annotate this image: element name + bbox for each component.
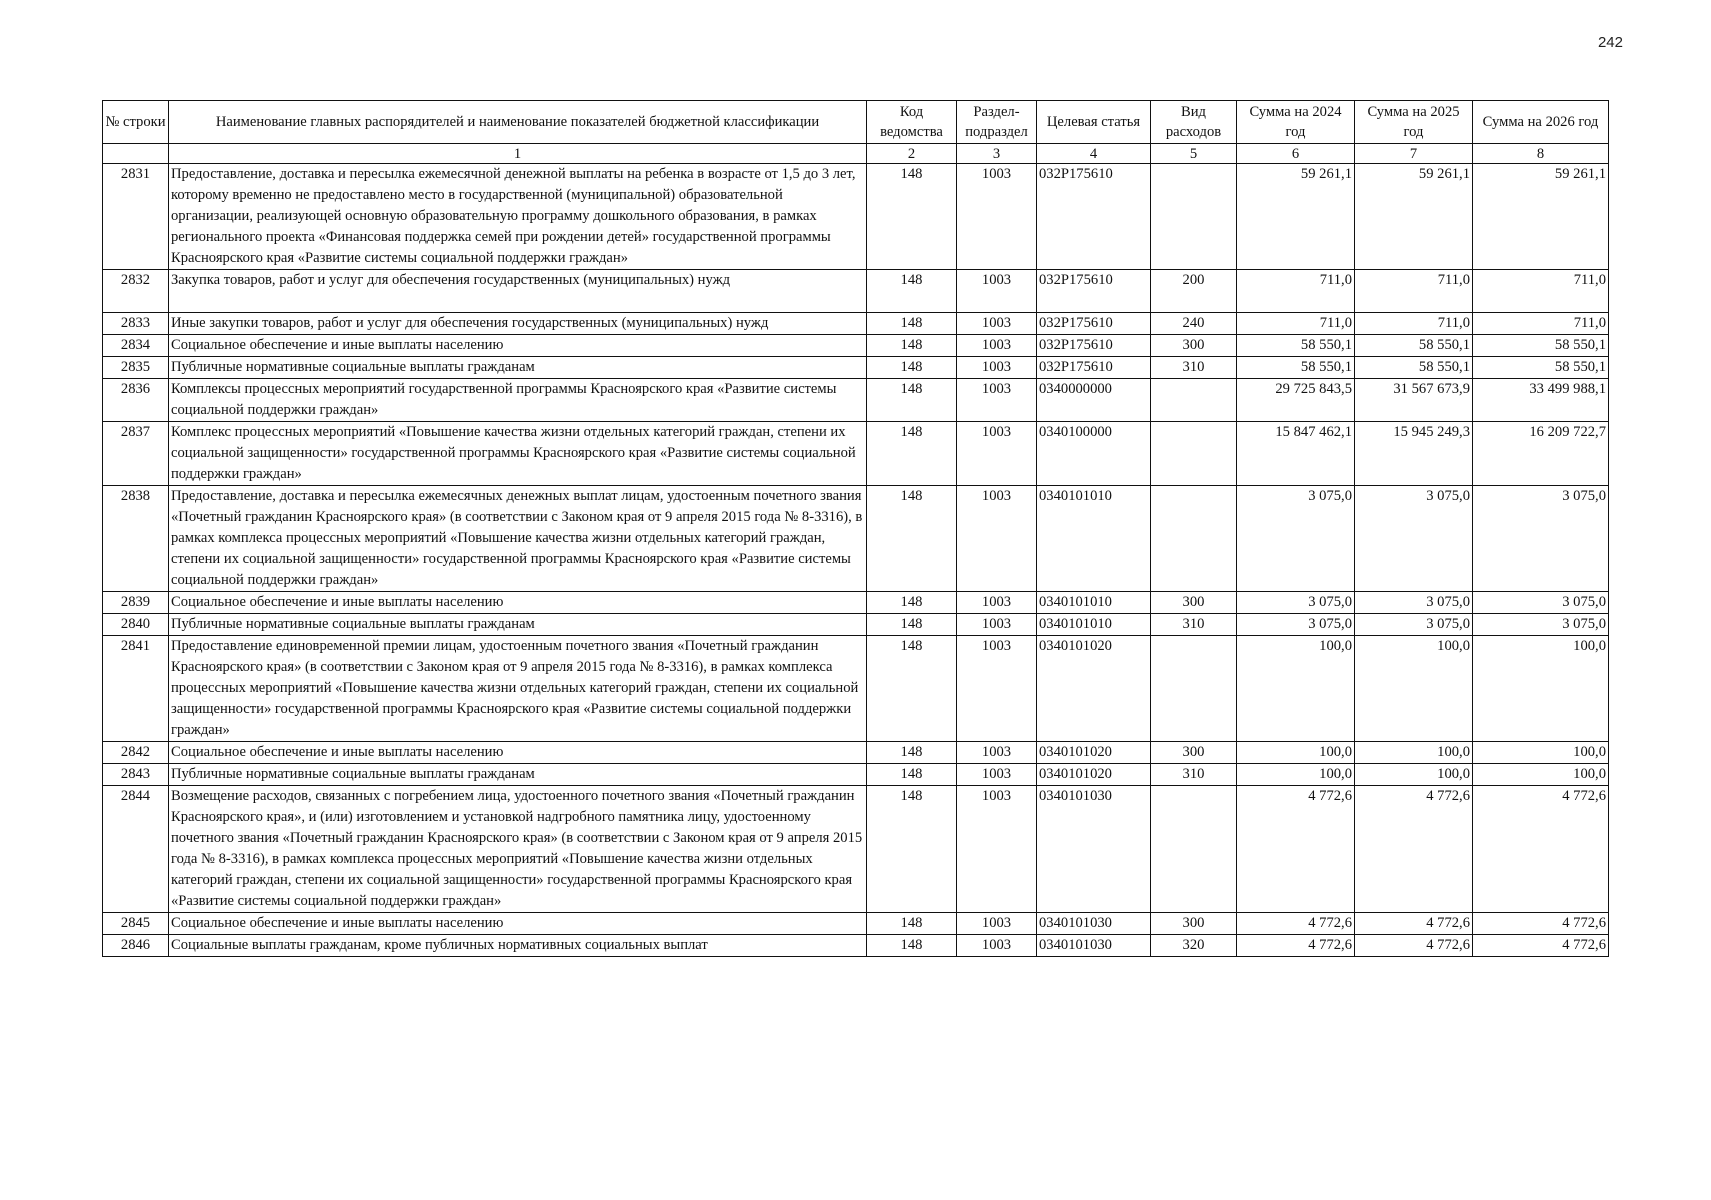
cell-section: 1003 — [957, 636, 1037, 742]
cell-dept-code: 148 — [867, 786, 957, 913]
cell-target: 032Р175610 — [1037, 164, 1151, 270]
table-row — [103, 379, 1609, 422]
cell-name: Комплекс процессных мероприятий «Повышение качества жизни отдельных категорий граждан, степени их социальной защищенности» государственной программы Красноярского края «Развитие системы социальной поддержки граждан» — [169, 422, 867, 486]
cell-sum-2024: 100,0 — [1237, 764, 1355, 786]
cell-target: 032Р175610 — [1037, 357, 1151, 379]
cell-sum-2026: 33 499 988,1 — [1473, 379, 1609, 422]
cell-exp-type: 240 — [1151, 313, 1237, 335]
table-row — [103, 357, 1609, 379]
header-target: Целевая статья — [1037, 101, 1151, 144]
cell-sum-2025: 4 772,6 — [1355, 913, 1473, 935]
cell-sum-2024: 3 075,0 — [1237, 486, 1355, 592]
cell-sum-2024: 59 261,1 — [1237, 164, 1355, 270]
cell-dept-code: 148 — [867, 486, 957, 592]
cell-sum-2026: 3 075,0 — [1473, 486, 1609, 592]
cell-name: Социальные выплаты гражданам, кроме публичных нормативных социальных выплат — [169, 935, 867, 957]
cell-name: Предоставление единовременной премии лицам, удостоенным почетного звания «Почетный гражданин Красноярского края» (в соответствии с Законом края от 9 апреля 2015 года № 8-3316), в рамках комплекса процессных мероприятий «Повышение качества жизни отдельных категорий граждан, степени их социальной защищенности» государственной программы Красноярского края «Развитие системы социальной поддержки граждан» — [169, 636, 867, 742]
cell-dept-code: 148 — [867, 270, 957, 313]
cell-name: Предоставление, доставка и пересылка ежемесячной денежной выплаты на ребенка в возрасте от 1,5 до 3 лет, которому временно не предоставлено место в государственной (муниципальной) образовательной организации, реализующей основную образовательную программу дошкольного образования, в рамках регионального проекта «Финансовая поддержка семей при рождении детей» государственной программы Красноярского края «Развитие системы социальной поддержки граждан» — [169, 164, 867, 270]
cell-sum-2024: 711,0 — [1237, 313, 1355, 335]
cell-sum-2026: 100,0 — [1473, 636, 1609, 742]
table-row — [103, 913, 1609, 935]
cell-exp-type: 300 — [1151, 335, 1237, 357]
cell-sum-2024: 100,0 — [1237, 636, 1355, 742]
table-row — [103, 164, 1609, 270]
cell-dept-code: 148 — [867, 592, 957, 614]
cell-sum-2024: 15 847 462,1 — [1237, 422, 1355, 486]
cell-row-no: 2845 — [103, 913, 169, 935]
cell-sum-2025: 4 772,6 — [1355, 935, 1473, 957]
cell-target: 032Р175610 — [1037, 313, 1151, 335]
cell-dept-code: 148 — [867, 335, 957, 357]
cell-exp-type — [1151, 422, 1237, 486]
cell-target: 0340101010 — [1037, 614, 1151, 636]
cell-name: Возмещение расходов, связанных с погребением лица, удостоенного почетного звания «Почетный гражданин Красноярского края», и (или) изготовлением и установкой надгробного памятника лицу, удостоенному почетного звания «Почетный гражданин Красноярского края» (в соответствии с Законом края от 9 апреля 2015 года № 8-3316), в рамках комплекса процессных мероприятий «Повышение качества жизни отдельных категорий граждан, степени их социальной защищенности» государственной программы Красноярского края «Развитие системы социальной поддержки граждан» — [169, 786, 867, 913]
table-row — [103, 422, 1609, 486]
table-row — [103, 592, 1609, 614]
cell-sum-2025: 711,0 — [1355, 270, 1473, 313]
cell-section: 1003 — [957, 379, 1037, 422]
column-number: 8 — [1473, 144, 1609, 164]
cell-target: 0340101030 — [1037, 786, 1151, 913]
column-number: 7 — [1355, 144, 1473, 164]
cell-section: 1003 — [957, 422, 1037, 486]
cell-dept-code: 148 — [867, 422, 957, 486]
cell-exp-type: 300 — [1151, 592, 1237, 614]
header-row-no: № строки — [103, 101, 169, 144]
cell-sum-2025: 59 261,1 — [1355, 164, 1473, 270]
cell-dept-code: 148 — [867, 764, 957, 786]
column-number: 3 — [957, 144, 1037, 164]
cell-sum-2026: 100,0 — [1473, 764, 1609, 786]
cell-sum-2025: 4 772,6 — [1355, 786, 1473, 913]
cell-exp-type: 310 — [1151, 764, 1237, 786]
cell-row-no: 2836 — [103, 379, 169, 422]
cell-row-no: 2843 — [103, 764, 169, 786]
cell-name: Публичные нормативные социальные выплаты гражданам — [169, 614, 867, 636]
cell-sum-2026: 711,0 — [1473, 270, 1609, 313]
column-number-row — [103, 144, 1609, 164]
cell-row-no: 2835 — [103, 357, 169, 379]
cell-sum-2024: 58 550,1 — [1237, 357, 1355, 379]
cell-target: 0340101030 — [1037, 913, 1151, 935]
table-row — [103, 786, 1609, 913]
cell-sum-2025: 3 075,0 — [1355, 614, 1473, 636]
cell-sum-2025: 31 567 673,9 — [1355, 379, 1473, 422]
cell-target: 0340101010 — [1037, 486, 1151, 592]
header-sum-2026: Сумма на 2026 год — [1473, 101, 1609, 144]
cell-name: Публичные нормативные социальные выплаты гражданам — [169, 357, 867, 379]
cell-section: 1003 — [957, 357, 1037, 379]
table-row — [103, 636, 1609, 742]
cell-sum-2026: 58 550,1 — [1473, 335, 1609, 357]
cell-dept-code: 148 — [867, 742, 957, 764]
cell-section: 1003 — [957, 335, 1037, 357]
cell-target: 0340000000 — [1037, 379, 1151, 422]
cell-sum-2026: 100,0 — [1473, 742, 1609, 764]
cell-section: 1003 — [957, 935, 1037, 957]
table-row — [103, 335, 1609, 357]
budget-table — [102, 100, 1609, 957]
cell-row-no: 2838 — [103, 486, 169, 592]
cell-sum-2025: 100,0 — [1355, 764, 1473, 786]
cell-sum-2026: 3 075,0 — [1473, 592, 1609, 614]
cell-target: 0340101020 — [1037, 742, 1151, 764]
column-number: 4 — [1037, 144, 1151, 164]
cell-exp-type: 310 — [1151, 357, 1237, 379]
cell-name: Социальное обеспечение и иные выплаты населению — [169, 592, 867, 614]
cell-section: 1003 — [957, 764, 1037, 786]
cell-name: Публичные нормативные социальные выплаты гражданам — [169, 764, 867, 786]
cell-section: 1003 — [957, 592, 1037, 614]
cell-section: 1003 — [957, 164, 1037, 270]
cell-name: Социальное обеспечение и иные выплаты населению — [169, 913, 867, 935]
cell-sum-2025: 711,0 — [1355, 313, 1473, 335]
cell-dept-code: 148 — [867, 636, 957, 742]
column-number — [103, 144, 169, 164]
cell-section: 1003 — [957, 486, 1037, 592]
cell-dept-code: 148 — [867, 357, 957, 379]
cell-target: 0340101030 — [1037, 935, 1151, 957]
cell-target: 032Р175610 — [1037, 335, 1151, 357]
cell-sum-2026: 16 209 722,7 — [1473, 422, 1609, 486]
cell-sum-2024: 4 772,6 — [1237, 786, 1355, 913]
cell-sum-2024: 58 550,1 — [1237, 335, 1355, 357]
header-name: Наименование главных распорядителей и наименование показателей бюджетной классификации — [169, 101, 867, 144]
cell-section: 1003 — [957, 742, 1037, 764]
cell-target: 0340101020 — [1037, 636, 1151, 742]
column-number: 5 — [1151, 144, 1237, 164]
cell-exp-type — [1151, 486, 1237, 592]
cell-sum-2026: 711,0 — [1473, 313, 1609, 335]
cell-sum-2026: 59 261,1 — [1473, 164, 1609, 270]
cell-row-no: 2839 — [103, 592, 169, 614]
column-number: 1 — [169, 144, 867, 164]
column-number: 6 — [1237, 144, 1355, 164]
cell-target: 032Р175610 — [1037, 270, 1151, 313]
column-number: 2 — [867, 144, 957, 164]
table-row — [103, 742, 1609, 764]
header-row — [103, 101, 1609, 144]
cell-sum-2026: 4 772,6 — [1473, 935, 1609, 957]
cell-name: Комплексы процессных мероприятий государственной программы Красноярского края «Развитие системы социальной поддержки граждан» — [169, 379, 867, 422]
table-row — [103, 614, 1609, 636]
cell-name: Социальное обеспечение и иные выплаты населению — [169, 335, 867, 357]
cell-sum-2025: 58 550,1 — [1355, 335, 1473, 357]
cell-section: 1003 — [957, 270, 1037, 313]
table-row — [103, 486, 1609, 592]
cell-section: 1003 — [957, 786, 1037, 913]
cell-section: 1003 — [957, 313, 1037, 335]
cell-section: 1003 — [957, 614, 1037, 636]
cell-row-no: 2837 — [103, 422, 169, 486]
cell-sum-2026: 4 772,6 — [1473, 786, 1609, 913]
table-row — [103, 764, 1609, 786]
cell-sum-2024: 29 725 843,5 — [1237, 379, 1355, 422]
cell-dept-code: 148 — [867, 935, 957, 957]
cell-sum-2024: 4 772,6 — [1237, 935, 1355, 957]
cell-sum-2025: 3 075,0 — [1355, 592, 1473, 614]
cell-row-no: 2842 — [103, 742, 169, 764]
cell-sum-2025: 100,0 — [1355, 742, 1473, 764]
cell-name: Предоставление, доставка и пересылка ежемесячных денежных выплат лицам, удостоенным почетного звания «Почетный гражданин Красноярского края» (в соответствии с Законом края от 9 апреля 2015 года № 8-3316), в рамках комплекса процессных мероприятий «Повышение качества жизни отдельных категорий граждан, степени их социальной защищенности» государственной программы Красноярского края «Развитие системы социальной поддержки граждан» — [169, 486, 867, 592]
table-row — [103, 270, 1609, 313]
cell-name: Социальное обеспечение и иные выплаты населению — [169, 742, 867, 764]
cell-sum-2026: 4 772,6 — [1473, 913, 1609, 935]
header-exp-type: Вид расходов — [1151, 101, 1237, 144]
cell-row-no: 2833 — [103, 313, 169, 335]
cell-row-no: 2840 — [103, 614, 169, 636]
header-dept: Код ведомства — [867, 101, 957, 144]
cell-row-no: 2832 — [103, 270, 169, 313]
cell-dept-code: 148 — [867, 614, 957, 636]
cell-exp-type — [1151, 379, 1237, 422]
cell-target: 0340101010 — [1037, 592, 1151, 614]
cell-sum-2026: 3 075,0 — [1473, 614, 1609, 636]
cell-exp-type: 300 — [1151, 742, 1237, 764]
cell-section: 1003 — [957, 913, 1037, 935]
cell-sum-2024: 3 075,0 — [1237, 614, 1355, 636]
cell-name: Закупка товаров, работ и услуг для обеспечения государственных (муниципальных) нужд — [169, 270, 867, 313]
cell-dept-code: 148 — [867, 913, 957, 935]
cell-sum-2025: 58 550,1 — [1355, 357, 1473, 379]
cell-exp-type — [1151, 636, 1237, 742]
cell-sum-2024: 4 772,6 — [1237, 913, 1355, 935]
page-number: 242 — [1597, 34, 1623, 51]
cell-sum-2025: 3 075,0 — [1355, 486, 1473, 592]
cell-row-no: 2831 — [103, 164, 169, 270]
cell-sum-2024: 711,0 — [1237, 270, 1355, 313]
header-section: Раздел-подраздел — [957, 101, 1037, 144]
cell-row-no: 2841 — [103, 636, 169, 742]
cell-sum-2025: 100,0 — [1355, 636, 1473, 742]
cell-exp-type: 300 — [1151, 913, 1237, 935]
cell-row-no: 2846 — [103, 935, 169, 957]
cell-dept-code: 148 — [867, 164, 957, 270]
cell-name: Иные закупки товаров, работ и услуг для обеспечения государственных (муниципальных) нужд — [169, 313, 867, 335]
cell-row-no: 2834 — [103, 335, 169, 357]
cell-sum-2025: 15 945 249,3 — [1355, 422, 1473, 486]
cell-sum-2024: 3 075,0 — [1237, 592, 1355, 614]
cell-row-no: 2844 — [103, 786, 169, 913]
table-row — [103, 313, 1609, 335]
cell-target: 0340100000 — [1037, 422, 1151, 486]
header-sum-2025: Сумма на 2025 год — [1355, 101, 1473, 144]
cell-dept-code: 148 — [867, 379, 957, 422]
cell-exp-type: 310 — [1151, 614, 1237, 636]
cell-exp-type: 320 — [1151, 935, 1237, 957]
header-sum-2024: Сумма на 2024 год — [1237, 101, 1355, 144]
cell-exp-type — [1151, 786, 1237, 913]
cell-dept-code: 148 — [867, 313, 957, 335]
cell-target: 0340101020 — [1037, 764, 1151, 786]
cell-sum-2026: 58 550,1 — [1473, 357, 1609, 379]
cell-exp-type: 200 — [1151, 270, 1237, 313]
cell-exp-type — [1151, 164, 1237, 270]
cell-sum-2024: 100,0 — [1237, 742, 1355, 764]
table-body — [103, 164, 1609, 957]
table-row — [103, 935, 1609, 957]
